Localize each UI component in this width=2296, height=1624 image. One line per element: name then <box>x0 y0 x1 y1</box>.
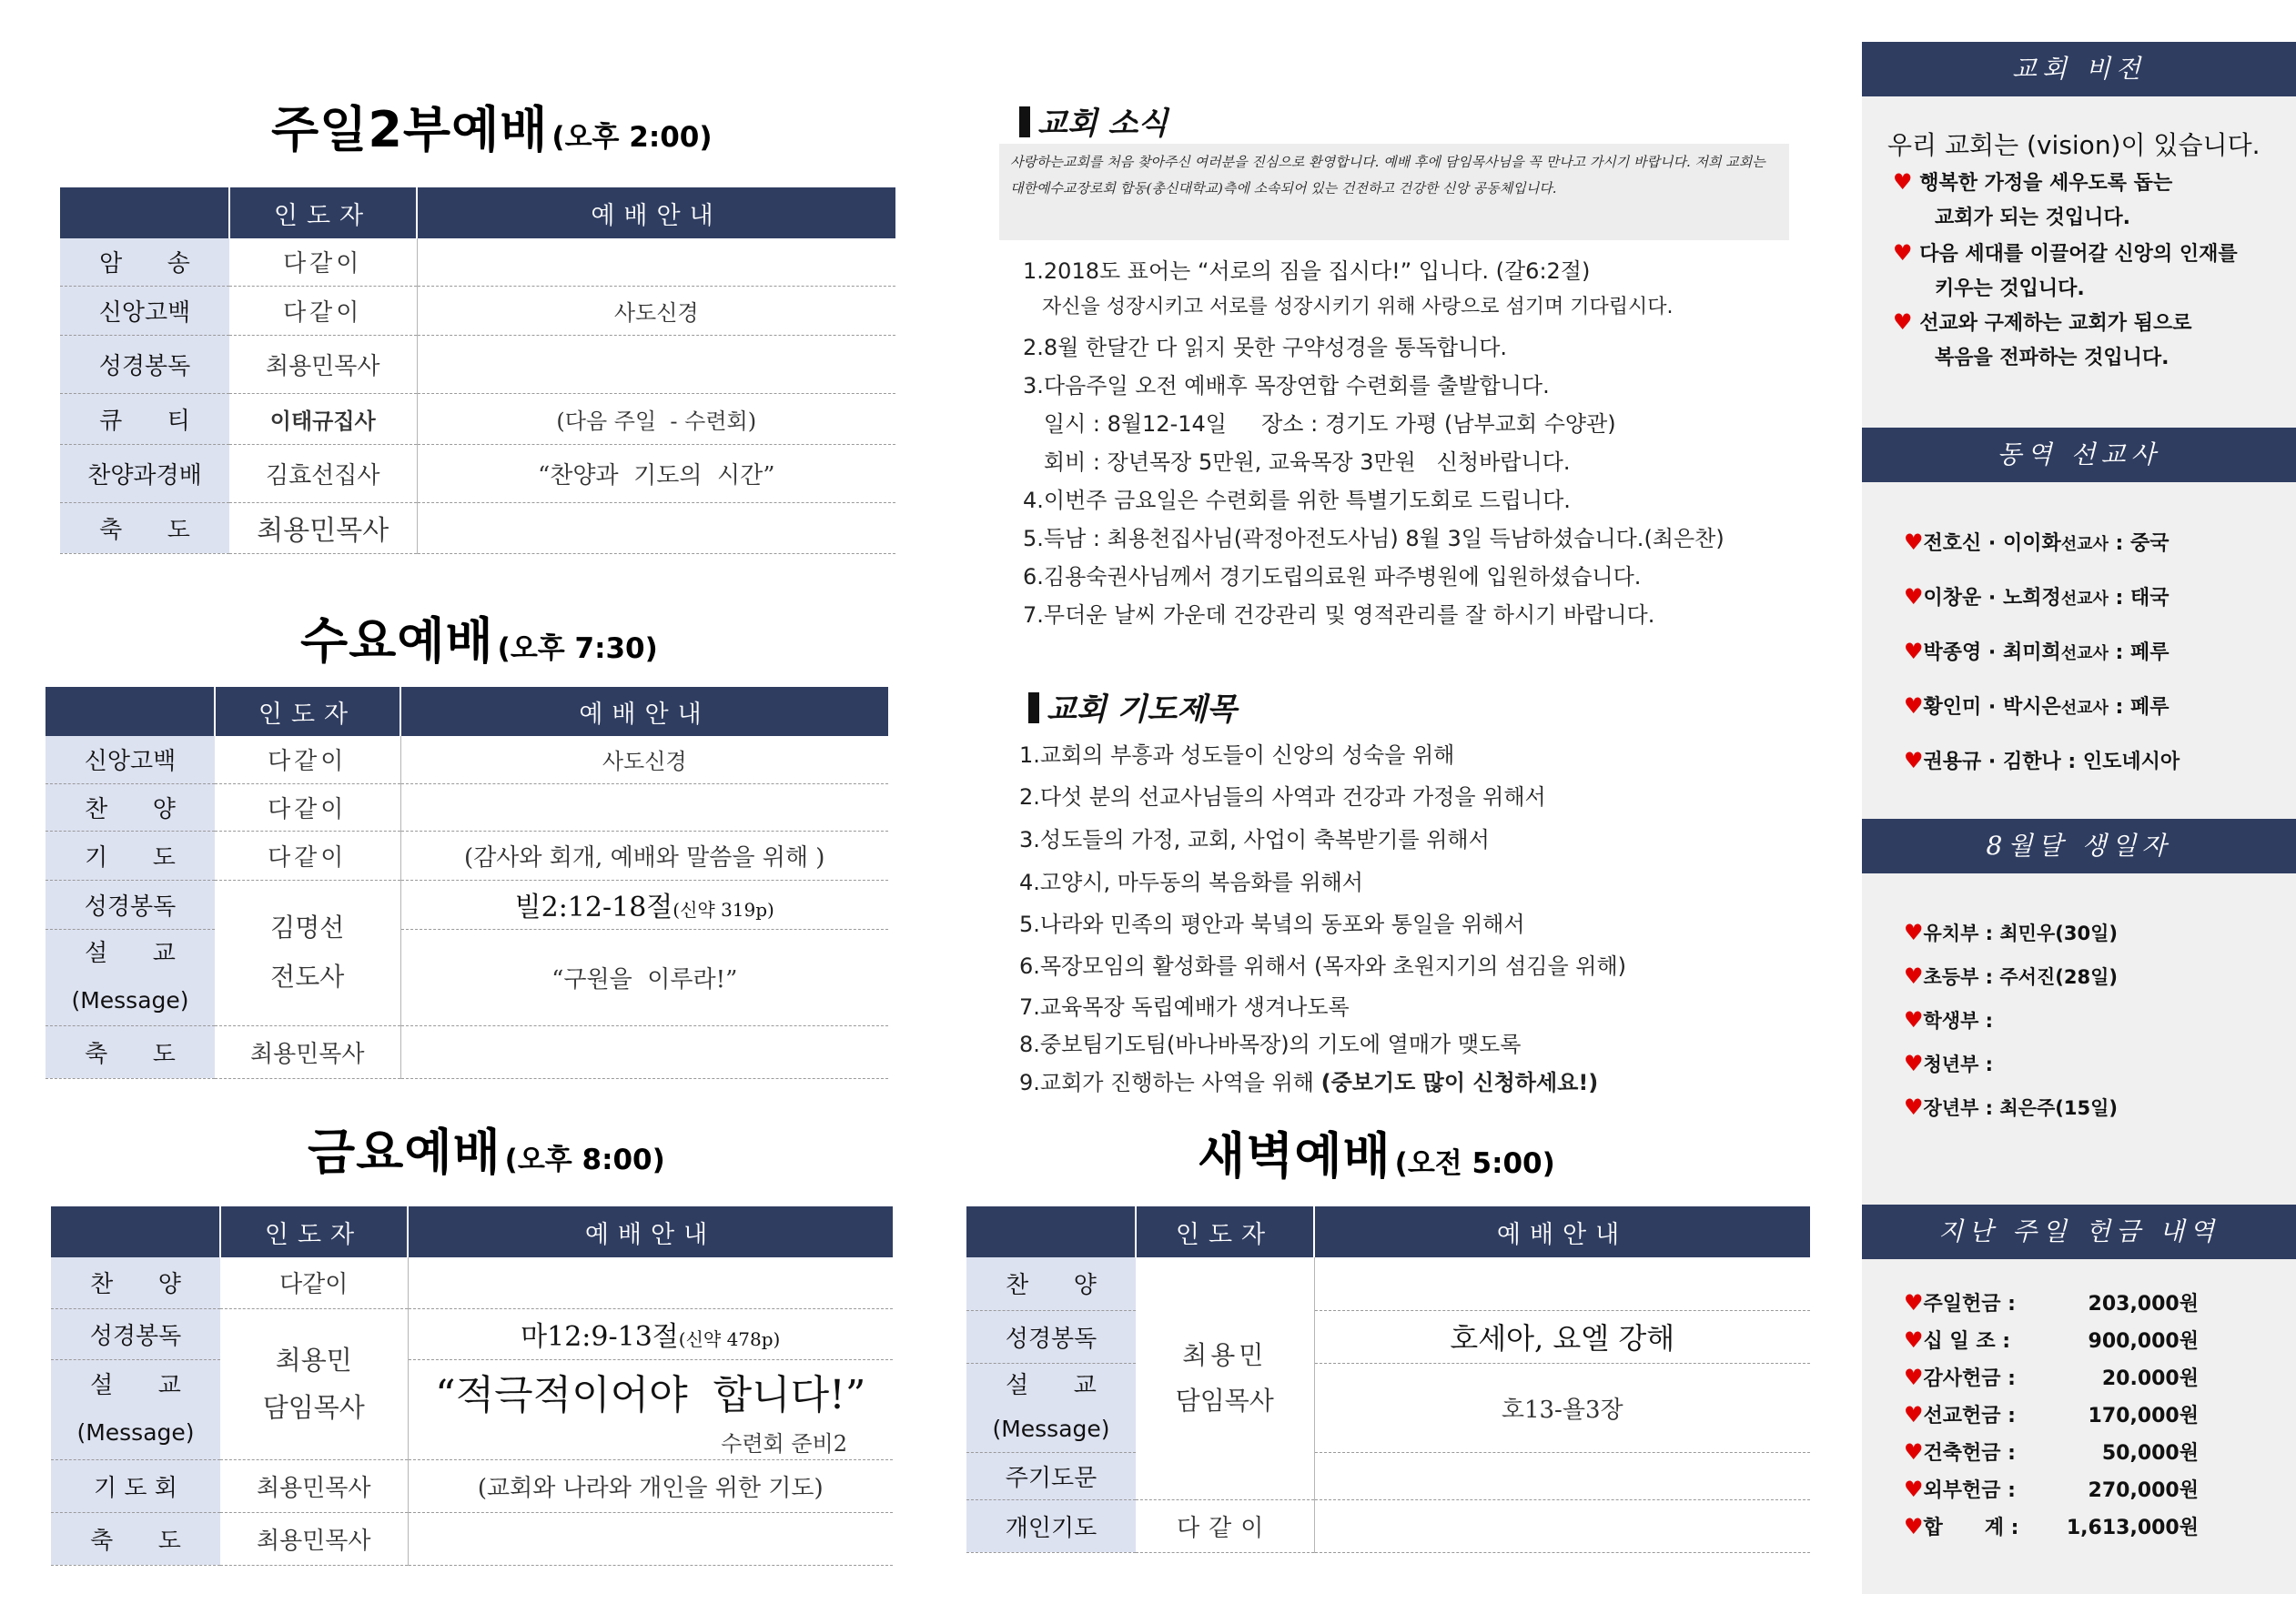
friday-table <box>51 1206 893 1566</box>
heart-icon: ♥ <box>1904 748 1924 773</box>
heart-icon: ♥ <box>1893 169 1913 195</box>
table-row: 축 도 최용민목사 <box>46 1025 888 1078</box>
heart-icon: ♥ <box>1904 963 1924 989</box>
news-line: 6.김용숙권사님께서 경기도립의료원 파주병원에 입원하셨습니다. <box>1023 564 1642 590</box>
offering-item: ♥감사헌금 : <box>1904 1365 2016 1390</box>
heart-icon: ♥ <box>1904 1007 1924 1033</box>
heart-icon: ♥ <box>1904 693 1924 719</box>
table-row: 성경봉독 최용민 담임목사 마12:9-13절(신약 478p) <box>51 1308 893 1359</box>
heart-icon: ♥ <box>1893 309 1913 335</box>
table-row: 성경봉독 호세아, 요엘 강해 <box>966 1310 1810 1363</box>
birthday-item: ♥청년부 : <box>1904 1051 1994 1076</box>
friday-title: 금요예배 (오후 8:00) <box>308 1124 665 1181</box>
news-line: 1.2018도 표어는 “서로의 짐을 집시다!” 입니다. (갈6:2절) <box>1023 258 1591 284</box>
heart-icon: ♥ <box>1904 1402 1924 1427</box>
news-line: 일시 : 8월12-14일 장소 : 경기도 가평 (남부교회 수양관) <box>1023 411 1616 437</box>
heart-icon: ♥ <box>1904 530 1924 555</box>
table-row: 기 도 다같이 (감사와 회개, 예배와 말씀을 위해 ) <box>46 831 888 880</box>
dawn-title: 새벽예배 (오전 5:00) <box>1198 1127 1555 1185</box>
table-row: 신앙고백 다같이 사도신경 <box>46 736 888 783</box>
news-intro: 사랑하는교회를 처음 찾아주신 여러분을 진심으로 환영합니다. 예배 후에 담임목사님을 꼭 만나고 가시기 바랍니다. 저희 교회는 대한예수교장로회 합동(총신대학교)측에 소속되어 있는 건전하고 건강한 신앙 공동체입니다. <box>999 144 1789 240</box>
heart-icon: ♥ <box>1904 1051 1924 1076</box>
heart-icon: ♥ <box>1904 1439 1924 1465</box>
birthday-item: ♥유치부 : 최민우(30일) <box>1904 920 2118 945</box>
prayer-line: 7.교육목장 독립예배가 생겨나도록 <box>1019 994 1350 1020</box>
news-line: 3.다음주일 오전 예배후 목장연합 수련회를 출발합니다. <box>1023 373 1550 398</box>
col-info: 예배안내 <box>400 687 888 736</box>
vision-item: ♥ 행복한 가정을 세우도록 돕는 <box>1893 169 2173 195</box>
vision-item: ♥ 선교와 구제하는 교회가 됨으로 <box>1893 309 2192 335</box>
news-line: 2.8월 한달간 다 읽지 못한 구약성경을 통독합니다. <box>1023 335 1508 360</box>
table-row: 신앙고백 다같이 사도신경 <box>60 286 895 335</box>
table-row: 찬 양 다같이 <box>51 1257 893 1308</box>
vision-item: ♥ 다음 세대를 이끌어갈 신앙의 인재를 <box>1893 240 2238 266</box>
vision-header: 교회 비전 <box>1862 42 2296 96</box>
heart-icon: ♥ <box>1904 1327 1924 1353</box>
sunday2-table <box>60 187 895 554</box>
news-line: 5.득남 : 최용천집사님(곽정아전도사님) 8월 3일 득남하셨습니다.(최은찬) <box>1023 526 1725 551</box>
table-row: 찬 양 최용민 담임목사 <box>966 1257 1810 1310</box>
offering-item: ♥외부헌금 : <box>1904 1477 2016 1502</box>
table-row: 설 교 (Message) 호13-욜3장 <box>966 1363 1810 1452</box>
offering-item: ♥십 일 조 : <box>1904 1327 2011 1353</box>
prayer-line: 4.고양시, 마두동의 복음화를 위해서 <box>1019 870 1363 895</box>
missionary-item: ♥황인미 · 박시은선교사 : 페루 <box>1904 693 2170 719</box>
birthday-item: ♥초등부 : 주서진(28일) <box>1904 963 2118 989</box>
missionary-item: ♥박종영 · 최미희선교사 : 페루 <box>1904 639 2170 664</box>
table-row: 축 도 최용민목사 <box>60 502 895 553</box>
friday-scripture: 마12:9-13절(신약 478p) <box>408 1308 893 1359</box>
offering-item: ♥건축헌금 : <box>1904 1439 2016 1465</box>
table-row: 기 도 회 최용민목사 (교회와 나라와 개인을 위한 기도) <box>51 1459 893 1512</box>
col-info: 예배안내 <box>408 1206 893 1257</box>
prayer-line: 8.중보팀기도팀(바나바목장)의 기도에 열매가 맺도록 <box>1019 1032 1522 1057</box>
table-row: 성경봉독 김명선 전도사 빌2:12-18절(신약 319p) <box>46 880 888 929</box>
prayer-line: 3.성도들의 가정, 교회, 사업이 축복받기를 위해서 <box>1019 827 1490 852</box>
vision-intro: 우리 교회는 (vision)이 있습니다. <box>1887 130 2261 160</box>
table-row: 설 교 (Message) “적극적이어야 합니다!” 수련회 준비2 <box>51 1359 893 1459</box>
col-leader: 인도자 <box>215 687 400 736</box>
offering-item: ♥합 계 : <box>1904 1514 2019 1539</box>
col-info: 예배안내 <box>417 187 895 238</box>
table-row: 찬양과경배 김효선집사 “찬양과 기도의 시간” <box>60 444 895 502</box>
col-leader: 인도자 <box>1136 1206 1314 1257</box>
offering-item: ♥선교헌금 : <box>1904 1402 2016 1427</box>
birthday-item: ♥장년부 : 최은주(15일) <box>1904 1094 2118 1120</box>
missionaries-header: 동역 선교사 <box>1862 428 2296 482</box>
table-row: 성경봉독 최용민목사 <box>60 335 895 393</box>
wednesday-table <box>46 687 888 1079</box>
col-leader: 인도자 <box>220 1206 408 1257</box>
news-line: 4.이번주 금요일은 수련회를 위한 특별기도회로 드립니다. <box>1023 488 1571 513</box>
prayer-title: 교회 기도제목 <box>1028 684 1237 729</box>
prayer-line: 6.목장모임의 활성화를 위해서 (목자와 초원지기의 섬김을 위해) <box>1019 953 1626 979</box>
table-row: 개인기도 다같이 <box>966 1499 1810 1552</box>
news-line: 7.무더운 날씨 가운데 건강관리 및 영적관리를 잘 하시기 바랍니다. <box>1023 602 1655 628</box>
prayer-line: 5.나라와 민족의 평안과 북녘의 동포와 통일을 위해서 <box>1019 912 1525 937</box>
heart-icon: ♥ <box>1904 920 1924 945</box>
prayer-line: 9.교회가 진행하는 사역을 위해 (중보기도 많이 신청하세요!) <box>1019 1070 1599 1095</box>
missionary-item: ♥이창운 · 노희정선교사 : 태국 <box>1904 584 2170 610</box>
heart-icon: ♥ <box>1904 1514 1924 1539</box>
col-info: 예배안내 <box>1314 1206 1810 1257</box>
wednesday-preacher: 김명선 전도사 <box>215 880 400 1025</box>
heart-icon: ♥ <box>1904 1094 1924 1120</box>
table-row: 암 송 다같이 <box>60 238 895 286</box>
heart-icon: ♥ <box>1893 240 1913 266</box>
wednesday-sermon: “구원을 이루라!” <box>400 929 888 1025</box>
dawn-book: 호세아, 요엘 강해 <box>1314 1310 1810 1363</box>
dawn-chapters: 호13-욜3장 <box>1314 1363 1810 1452</box>
wednesday-scripture: 빌2:12-18절(신약 319p) <box>400 880 888 929</box>
news-line: 자신을 성장시키고 서로를 성장시키기 위해 사랑으로 섬기며 기다립시다. <box>1023 296 1674 318</box>
news-title: 교회 소식 <box>1019 98 1168 143</box>
table-row: 설 교 (Message) “구원을 이루라!” <box>46 929 888 1025</box>
birthday-item: ♥학생부 : <box>1904 1007 1994 1033</box>
heart-icon: ♥ <box>1904 639 1924 664</box>
col-leader: 인도자 <box>229 187 417 238</box>
missionary-item: ♥권용규 · 김한나 : 인도네시아 <box>1904 748 2180 773</box>
news-line: 회비 : 장년목장 5만원, 교육목장 3만원 신청바랍니다. <box>1023 449 1571 475</box>
wednesday-title: 수요예배 (오후 7:30) <box>300 612 658 670</box>
missionary-item: ♥전호신 · 이이화선교사 : 중국 <box>1904 530 2170 555</box>
prayer-line: 1.교회의 부흥과 성도들이 신앙의 성숙을 위해 <box>1019 742 1455 768</box>
offering-item: ♥주일헌금 : <box>1904 1290 2016 1316</box>
heart-icon: ♥ <box>1904 1290 1924 1316</box>
dawn-table <box>966 1206 1810 1553</box>
table-row: 축 도 최용민목사 <box>51 1512 893 1565</box>
table-row: 주기도문 <box>966 1452 1810 1499</box>
heart-icon: ♥ <box>1904 1477 1924 1502</box>
heart-icon: ♥ <box>1904 1365 1924 1390</box>
table-row: 큐 티 이태규집사 (다음 주일 - 수련회) <box>60 393 895 444</box>
birthdays-header: 8월달 생일자 <box>1862 819 2296 873</box>
prayer-line: 2.다섯 분의 선교사님들의 사역과 건강과 가정을 위해서 <box>1019 784 1546 810</box>
dawn-preacher: 최용민 담임목사 <box>1136 1257 1314 1499</box>
friday-preacher: 최용민 담임목사 <box>220 1308 408 1459</box>
heart-icon: ♥ <box>1904 584 1924 610</box>
friday-sermon: “적극적이어야 합니다!” 수련회 준비2 <box>408 1359 893 1459</box>
offering-header: 지난 주일 헌금 내역 <box>1862 1205 2296 1259</box>
table-row: 찬 양 다같이 <box>46 783 888 831</box>
sunday2-title: 주일2부예배 (오후 2:00) <box>271 101 713 158</box>
